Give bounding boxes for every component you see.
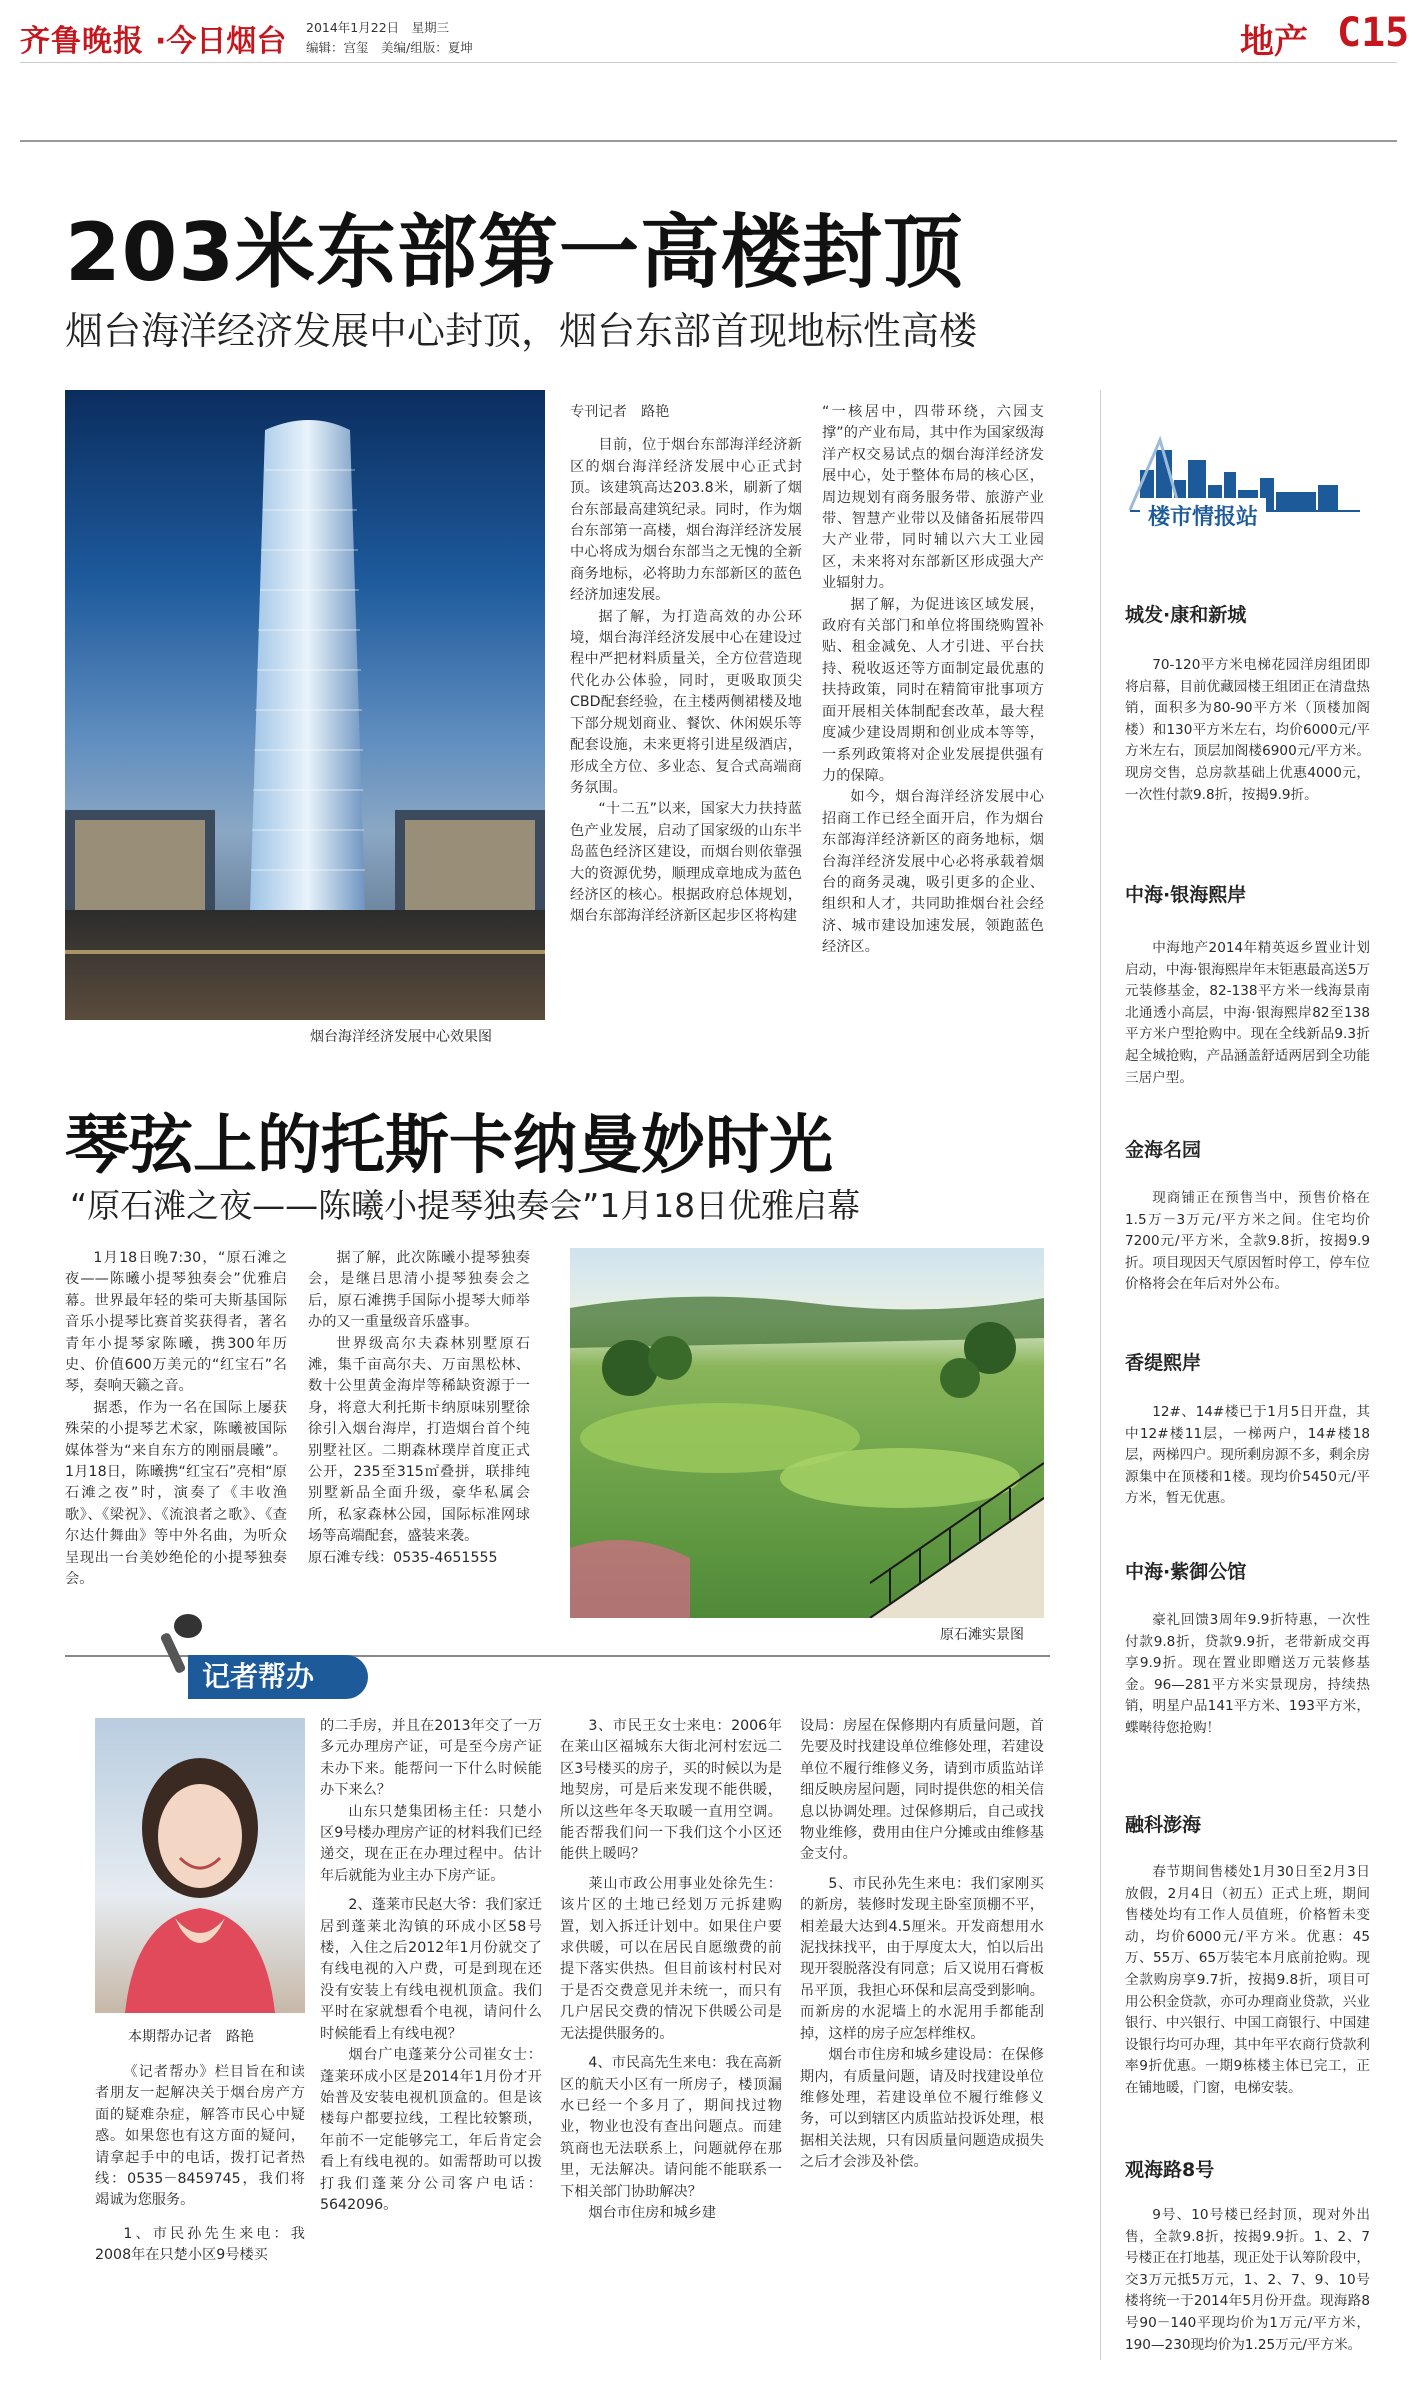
reporter-help-paragraph: 莱山市政公用事业处徐先生：该片区的土地已经划万元拆建购置，划入拆迁计划中。如果住户要求供暖，可以在居民自愿缴费的前提下落实供热。但目前该村村民对于是否交费意见并未统一，而只有几户居民交费的情况下供暖公司是无法提供服务的。 (560, 1875, 782, 2042)
article1-paragraph: “十二五”以来，国家大力扶持蓝色产业发展，启动了国家级的山东半岛蓝色经济区建设，而烟台则依靠强大的资源优势，顺理成章地成为蓝色经济区的核心。根据政府总体规划，烟台东部海洋经济新区起步区将构建 (570, 801, 802, 925)
sidebar-section-title: 中海·紫御公馆 (1125, 1561, 1247, 1583)
article1-paragraph: 据了解，为促进该区域发展，政府有关部门和单位将围绕购置补贴、租金减免、人才引进、平台扶持、税收返还等方面制定最优惠的扶持政策，同时在精简审批事项方面开展相关体制配套改革，最大程度减少建设周期和创业成本等等，一系列政策将对企业发展提供强有力的保障。 (822, 596, 1044, 784)
sidebar-section-body: 12#、14#楼已于1月5日开盘，其中12#楼11层，一梯两户，14#楼18层，两梯四户。现所剩房源不多，剩余房源集中在顶楼和1楼。现均价5450元/平方米，暂无优惠。 (1125, 1404, 1370, 1507)
reporter-help-column-4 (800, 1716, 1044, 2366)
article1-paragraph: “一核居中，四带环绕，六园支撑”的产业布局，其中作为国家级海洋产权交易试点的烟台海洋经济发展中心，处于整体布局的核心区，周边规划有商务服务带、旅游产业带、智慧产业带以及储备拓展带四大产业带，同时辅以六大工业园区，未来将对东部新区形成强大产业辐射力。 (822, 404, 1044, 592)
article1-byline: 专刊记者 路艳 (570, 404, 670, 420)
section-title: ·今日烟台 (155, 24, 287, 59)
article2-paragraph: 据悉，作为一名在国际上屡获殊荣的小提琴艺术家，陈曦被国际媒体誉为“来自东方的刚丽晨曦”。1月18日，陈曦携“红宝石”亮相“原石滩之夜”时，演奏了《丰收渔歌》、《梁祝》、《流浪者之歌》、《查尔达什舞曲》等中外名曲，为听众呈现出一台美妙绝伦的小提琴独奏会。 (65, 1399, 287, 1588)
golf-course-illustration (570, 1248, 1044, 1618)
sidebar-divider (1100, 390, 1101, 2360)
masthead-divider (20, 62, 1397, 63)
article1-column-2 (822, 402, 1044, 1042)
sidebar-section-body: 春节期间售楼处1月30日至2月3日放假，2月4日（初五）正式上班，期间售楼处均有工作人员值班，价格暂未变动，均价6000元/平方米。优惠：45万、55万、65万装宅本月底前抢购。现全款购房享9.7折，按揭9.8折，项目可用公积金贷款，亦可办理商业贷款，兴业银行、中兴银行、中国工商银行、中国建设银行均可办理，其中年平农商行贷款利率9折优惠。一期9栋楼主体已完工，正在铺地暖，门窗，电梯安装。 (1125, 1864, 1370, 2096)
sidebar-section-text (1125, 655, 1370, 806)
article2-headline: 琴弦上的托斯卡纳曼妙时光 (65, 1109, 833, 1183)
sidebar-section-body: 豪礼回馈3周年9.9折特惠，一次性付款9.8折，贷款9.9折，老带新成交再享9.9折。现在置业即赠送万元装修基金。96—281平方米实景现房，持续热销，明星户品141平方米、193平方米，蝶啭待您抢购！ (1125, 1612, 1370, 1736)
sidebar-section-title: 中海·银海熙岸 (1125, 884, 1247, 906)
article1-headline: 203米东部第一高楼封顶 (65, 206, 964, 299)
sidebar-section-body: 现商铺正在预售当中，预售价格在1.5万－3万元/平方米之间。住宅均价7200元/平方米，全款9.8折，按揭9.9折。项目现因天气原因暂时停工，停车位价格将会在年后对外公布。 (1125, 1190, 1370, 1293)
sidebar-section-text (1125, 938, 1370, 1089)
reporter-photo-caption: 本期帮办记者 路艳 (128, 2029, 254, 2045)
article2-paragraph: 1月18日晚7:30，“原石滩之夜——陈曦小提琴独奏会”优雅启幕。世界最年轻的柴可夫斯基国际音乐小提琴比赛首奖获得者，著名青年小提琴家陈曦，携300年历史、价值600万美元的“红宝石”名琴，奏响天籁之音。 (65, 1250, 287, 1395)
reporter-help-paragraph: 2、蓬莱市民赵大爷：我们家迁居到蓬莱北沟镇的环成小区58号楼，入住之后2012年1月份就交了有线电视的入户费，可是到现在还没有安装上有线电视机顶盒。我们平时在家就想看个电视，请问什么时候能看上有线电视？ (320, 1897, 542, 2042)
article2-photo (570, 1248, 1044, 1618)
sidebar-logo-text: 楼市情报站 (1140, 498, 1266, 533)
article1-paragraph: 据了解，为打造高效的办公环境，烟台海洋经济发展中心在建设过程中严把材料质量关，全方位营造现代化办公体验，同时，更吸取顶尖CBD配套经验，在主楼两侧裙楼及地下部分规划商业、餐饮、休闲娱乐等配套设施，未来更将引进星级酒店，形成全方位、多业态、复合式高端商务氛围。 (570, 608, 802, 796)
article1-photo-caption: 烟台海洋经济发展中心效果图 (310, 1029, 492, 1045)
article2-subhead: “原石滩之夜——陈曦小提琴独奏会”1月18日优雅启幕 (70, 1186, 861, 1225)
reporter-help-paragraph: 烟台广电蓬莱分公司崔女士：蓬莱环成小区是2014年1月份才开始普及安装电视机顶盒的。但是该楼每户都要拉线，工程比较繁琐，年前不一定能够完工，年后肯定会看上有线电视的。如需帮助可以拨打我们蓬莱分公司客户电话：5642096。 (320, 2047, 542, 2213)
sidebar-section-title: 金海名园 (1125, 1139, 1202, 1161)
article1-paragraph: 目前，位于烟台东部海洋经济新区的烟台海洋经济发展中心正式封顶。该建筑高达203.8米，刷新了烟台东部最高建筑纪录。同时，作为烟台东部第一高楼，烟台海洋经济发展中心将成为烟台东部当之无愧的全新商务地标，必将助力东部新区的蓝色经济加速发展。 (570, 437, 802, 604)
article1-column-1 (570, 402, 802, 1042)
article2-paragraph: 据了解，此次陈曦小提琴独奏会，是继吕思清小提琴独奏会之后，原石滩携手国际小提琴大师举办的又一重量级音乐盛事。 (308, 1250, 530, 1331)
page-section-name: 地产 (1240, 22, 1308, 62)
reporter-help-paragraph: 设局：房屋在保修期内有质量问题，首先要及时找建设单位维修处理，若建设单位不履行维修义务，请到市质监站详细反映房屋问题，同时提供您的相关信息以协调处理。过保修期后，自己或找物业维修，费用由住户分摊或由维修基金支付。 (800, 1718, 1044, 1863)
article1-paragraph: 如今，烟台海洋经济发展中心招商工作已经全面开启，作为烟台东部海洋经济新区的商务地标，烟台海洋经济发展中心必将承载着烟台的商务灵魂，吸引更多的企业、组织和人才，共同助推烟台社会经济、城市建设加速发展，领跑蓝色经济区。 (822, 789, 1044, 956)
reporter-help-paragraph: 烟台市住房和城乡建 (588, 2204, 717, 2221)
editor-line: 编辑：宫玺 美编/组版：夏坤 (306, 40, 473, 55)
sidebar-section-title: 城发·康和新城 (1125, 604, 1247, 626)
newspaper-logo: 齐鲁晚报 (20, 24, 144, 59)
sidebar-section-body: 中海地产2014年精英返乡置业计划启动，中海·银海熙岸年末钜惠最高送5万元装修基金，82-138平方米一线海景南北通透小高层，中海·银海熙岸82至138平方米户型抢购中。现在全线新品9.3折起全城抢购，产品涵盖舒适两居到全功能三居户型。 (1125, 940, 1370, 1086)
sidebar-section-text (1125, 2205, 1370, 2356)
sidebar-section-title: 香缇熙岸 (1125, 1352, 1202, 1374)
reporter-help-paragraph: 4、市民高先生来电：我在高新区的航天小区有一所房子，楼顶漏水已经一个多月了，期间找过物业，物业也没有查出问题点。而建筑商也无法联系上，问题就停在那里，无法解决。请问能不能联系一下相关部门协助解决？ (560, 2055, 782, 2200)
reporter-help-logo: 记者帮办 (188, 1655, 368, 1699)
reporter-help-column-1 (95, 2062, 305, 2362)
article2-photo-caption: 原石滩实景图 (940, 1627, 1024, 1643)
reporter-help-paragraph: 山东只楚集团杨主任：只楚小区9号楼办理房产证的材料我们已经递交，现在正在办理过程中。估计年后就能为业主办下房产证。 (320, 1803, 542, 1884)
sidebar-section-body: 9号、10号楼已经封顶，现对外出售，全款9.8折，按揭9.9折。1、2、7号楼正在打地基，现正处于认筹阶段中，交3万元抵5万元，1、2、7、9、10号楼将统一于2014年5月份开盘。现海路8号90－140平现均价为1万元/平方米，190—230现均价为1.25万元/平方米。 (1125, 2207, 1370, 2353)
top-rule (20, 140, 1397, 142)
article2-paragraph: 世界级高尔夫森林别墅原石滩，集千亩高尔夫、万亩黑松林、数十公里黄金海岸等稀缺资源于一身，将意大利托斯卡纳原味别墅徐徐引入烟台海岸，打造烟台首个纯别墅社区。二期森林璞岸首度正式公开，235至315㎡叠拼，联排纯别墅新品全面升级，豪华私属会所，私家森林公园，国际标准网球场等高端配套，盛装来袭。 (308, 1335, 530, 1545)
sidebar-section-text (1125, 1610, 1370, 1740)
sidebar-section-text (1125, 1402, 1370, 1510)
article2-column-1 (65, 1248, 287, 1618)
sidebar-section-text (1125, 1188, 1370, 1296)
reporter-help-paragraph: 烟台市住房和城乡建设局：在保修期内，有质量问题，请及时找建设单位维修处理，若建设单位不履行维修义务，可以到辖区内质监站投诉处理，根据相关法规，只有因质量问题造成损失之后才会涉及补偿。 (800, 2047, 1044, 2171)
sidebar-section-body: 70-120平方米电梯花园洋房组团即将启幕，目前优藏园楼王组团正在清盘热销，面积多为80-90平方米（顶楼加阁楼）和130平方米左右，均价6000元/平方米左右，顶层加阁楼6900元/平方米。现房交售，总房款基础上优惠4000元，一次性付款9.8折，按揭9.9折。 (1125, 657, 1370, 803)
reporter-photo (95, 1718, 305, 2013)
article1-photo (65, 390, 545, 1020)
page-number: C15 (1337, 10, 1410, 56)
sidebar-section-title: 融科澎海 (1125, 1814, 1202, 1836)
sidebar-section-title: 观海路8号 (1125, 2159, 1215, 2181)
reporter-help-paragraph: 3、市民王女士来电：2006年在莱山区福城东大街北河村宏远二区3号楼买的房子，买的时候以为是地契房，可是后来发现不能供暖，所以这些年冬天取暖一直用空调。能否帮我们问一下我们这个小区还能供上暖吗？ (560, 1718, 782, 1863)
reporter-portrait (95, 1718, 305, 2013)
reporter-help-question: 1、市民孙先生来电：我2008年在只楚小区9号楼买 (95, 2225, 305, 2264)
sidebar-section-text (1125, 1862, 1370, 2100)
reporter-help-paragraph: 5、市民孙先生来电：我们家刚买的新房，装修时发现主卧室顶棚不平，相差最大达到4.5厘米。开发商想用水泥找抹找平，由于厚度太大，怕以后出现开裂脱落没有同意；后又说用石膏板吊平顶，我担心环保和层高受到影响。而新房的水泥墙上的水泥用手都能刮掉，这样的房子应怎样维权。 (800, 1875, 1044, 2042)
reporter-help-column-3 (560, 1716, 782, 2366)
article2-hotline: 原石滩专线：0535-4651555 (308, 1549, 498, 1566)
tower-illustration (65, 390, 545, 1020)
reporter-help-column-2 (320, 1716, 542, 2366)
date-line: 2014年1月22日 星期三 (306, 20, 450, 35)
article2-column-2 (308, 1248, 530, 1618)
reporter-help-intro: 《记者帮办》栏目旨在和读者朋友一起解决关于烟台房产方面的疑难杂症，解答市民心中疑惑。如果您也有这方面的疑问，请拿起手中的电话，拨打记者热线：0535－8459745，我们将竭诚为您服务。 (95, 2064, 305, 2209)
reporter-help-paragraph: 的二手房，并且在2013年交了一万多元办理房产证，可是至今房产证未办下来。能帮问一下什么时候能办下来么？ (320, 1718, 542, 1799)
article1-subhead: 烟台海洋经济发展中心封顶，烟台东部首现地标性高楼 (65, 309, 978, 353)
sidebar-logo (1120, 430, 1370, 540)
